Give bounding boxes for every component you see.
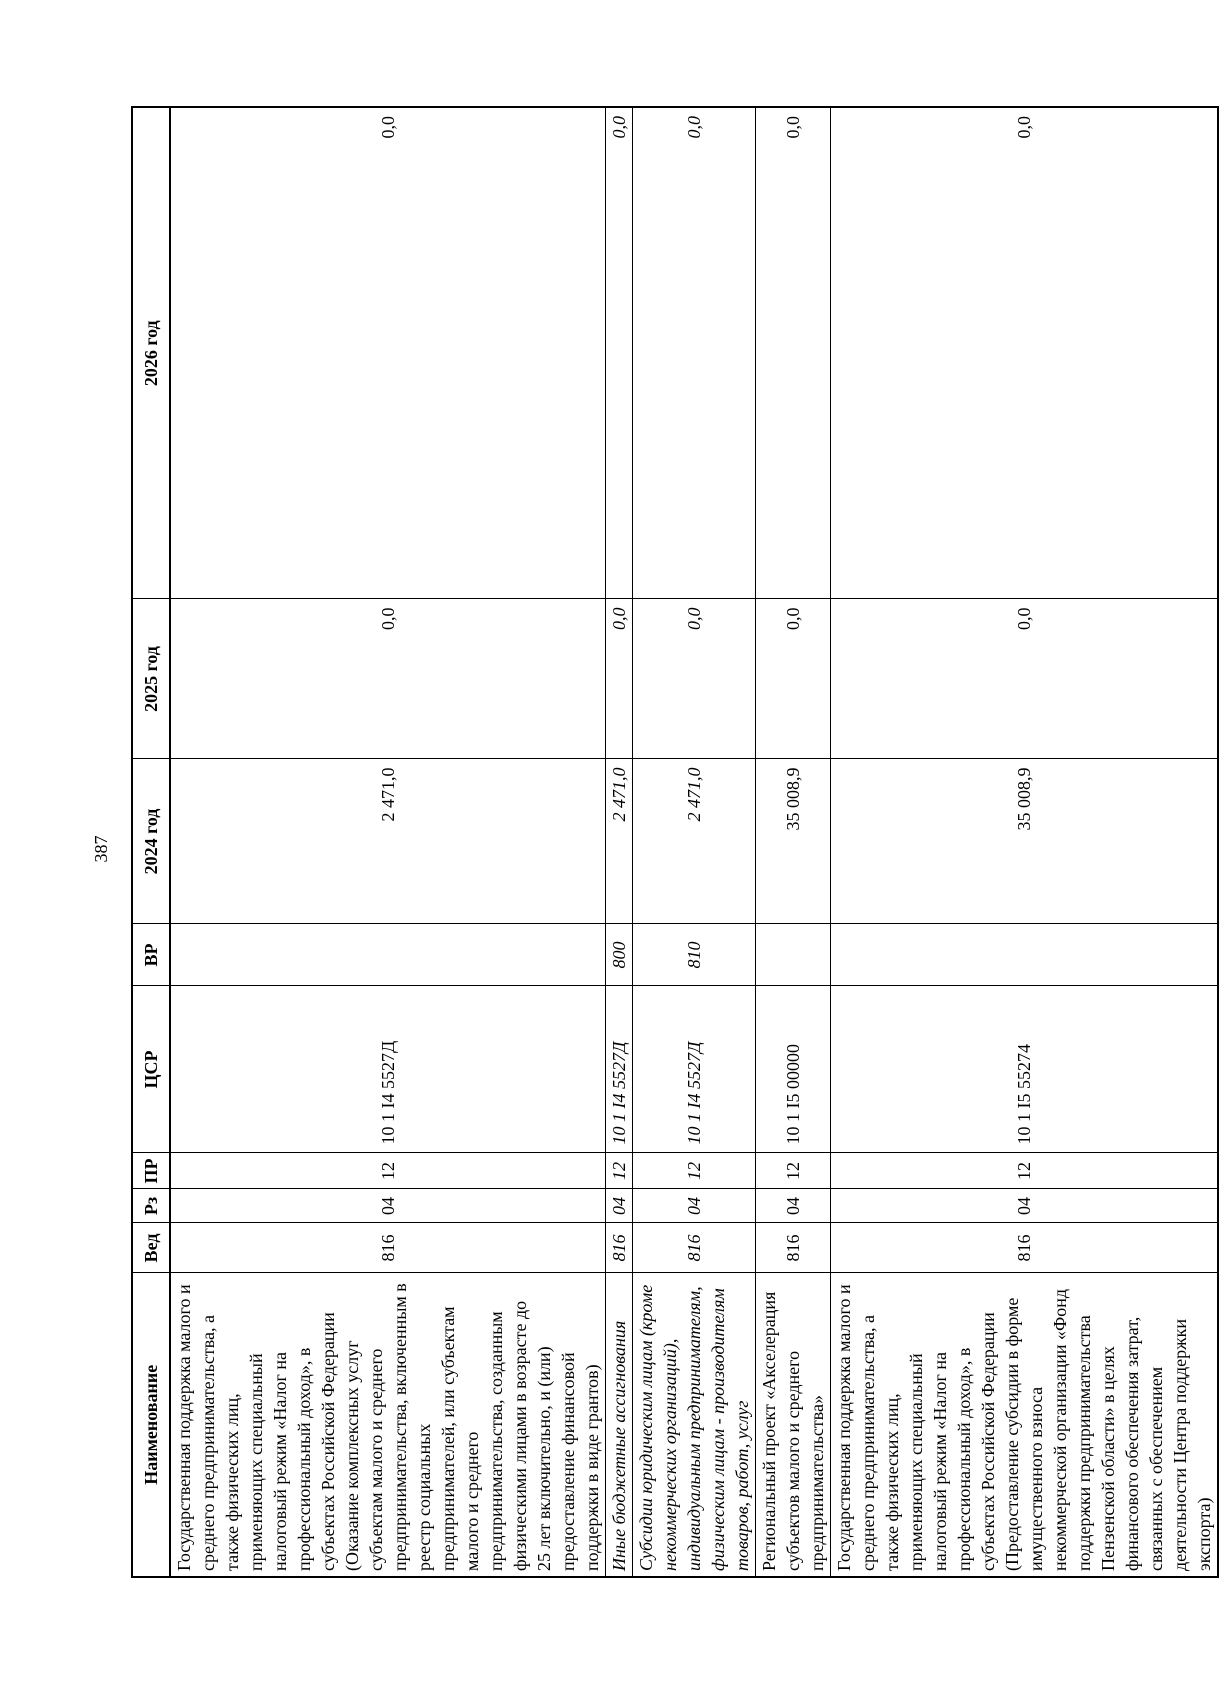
header-vr: ВР (132, 924, 170, 986)
row-ved: 816 (756, 1223, 831, 1273)
row-csr: 10 1 I5 00000 (756, 986, 831, 1153)
row-csr: 10 1 I4 5527Д (170, 986, 606, 1153)
row-vr (756, 924, 831, 986)
row-csr: 10 1 I4 5527Д (606, 986, 633, 1153)
row-2025: 0,0 (831, 599, 1219, 759)
row-rz: 04 (831, 1189, 1219, 1223)
row-vr: 800 (606, 924, 633, 986)
row-2025: 0,0 (170, 599, 606, 759)
row-vr (831, 924, 1219, 986)
row-2026: 0,0 (606, 107, 633, 599)
row-2024: 2 471,0 (170, 759, 606, 924)
row-pr: 12 (831, 1153, 1219, 1189)
row-ved: 816 (831, 1223, 1219, 1273)
header-name: Наименование (132, 1273, 170, 1577)
row-2025: 0,0 (633, 599, 756, 759)
header-csr: ЦСР (132, 986, 170, 1153)
rotated-table-wrapper (131, 108, 1214, 1578)
header-rz: Рз (132, 1189, 170, 1223)
row-pr: 12 (606, 1153, 633, 1189)
row-ved: 816 (606, 1223, 633, 1273)
row-2024: 35 008,9 (831, 759, 1219, 924)
table-row (170, 107, 606, 1577)
row-csr: 10 1 I4 5527Д (633, 986, 756, 1153)
row-2026: 0,0 (170, 107, 606, 599)
row-name: Региональный проект «Акселерация субъектов малого и среднего предпринимательства» (756, 1273, 831, 1577)
header-2025: 2025 год (132, 599, 170, 759)
row-2024: 35 008,9 (756, 759, 831, 924)
row-rz: 04 (170, 1189, 606, 1223)
row-rz: 04 (756, 1189, 831, 1223)
row-vr (170, 924, 606, 986)
row-pr: 12 (633, 1153, 756, 1189)
row-csr: 10 1 I5 55274 (831, 986, 1219, 1153)
row-vr: 810 (633, 924, 756, 986)
row-2026: 0,0 (756, 107, 831, 599)
header-2026: 2026 год (132, 107, 170, 599)
table-row (633, 107, 756, 1577)
row-2024: 2 471,0 (606, 759, 633, 924)
table-header-row (132, 107, 170, 1577)
header-pr: ПР (132, 1153, 170, 1189)
table-row (756, 107, 831, 1577)
row-name: Государственная поддержка малого и среднего предпринимательства, а также физических лиц, применяющих специальный налоговый режим «Налог на профессиональный доход», в субъектах Российской Федерации (Оказание комплексных услуг субъектам малого и среднего предпринимательства, включенным в реестр социальных предпринимателей, или субъектам малого и среднего предпринимательства, созданным физическими лицами в возрасте до 25 лет включительно, и (или) предоставление финансовой поддержки в виде грантов) (170, 1273, 606, 1577)
row-pr: 12 (756, 1153, 831, 1189)
page-number: 387 (91, 835, 111, 863)
table-row (606, 107, 633, 1577)
row-2025: 0,0 (756, 599, 831, 759)
row-name: Иные бюджетные ассигнования (606, 1273, 633, 1577)
row-name: Государственная поддержка малого и среднего предпринимательства, а также физических лиц, применяющих специальный налоговый режим «Налог на профессиональный доход», в субъектах Российской Федерации (Предоставление субсидии в форме имущественного взноса некоммерческой организации «Фонд поддержки предпринимательства Пензенской области» в целях финансового обеспечения затрат, связанных с обеспечением деятельности Центра поддержки экспорта) (831, 1273, 1219, 1577)
row-2026: 0,0 (831, 107, 1219, 599)
row-2024: 2 471,0 (633, 759, 756, 924)
row-rz: 04 (633, 1189, 756, 1223)
header-2024: 2024 год (132, 759, 170, 924)
row-pr: 12 (170, 1153, 606, 1189)
budget-table (131, 106, 1219, 1578)
row-ved: 816 (633, 1223, 756, 1273)
row-2026: 0,0 (633, 107, 756, 599)
table-row (831, 107, 1219, 1577)
header-ved: Вед (132, 1223, 170, 1273)
row-2025: 0,0 (606, 599, 633, 759)
row-name: Субсидии юридическим лицам (кроме некоммерческих организаций), индивидуальным предпринимателям, физическим лицам - производителям товаров, работ, услуг (633, 1273, 756, 1577)
row-ved: 816 (170, 1223, 606, 1273)
row-rz: 04 (606, 1189, 633, 1223)
